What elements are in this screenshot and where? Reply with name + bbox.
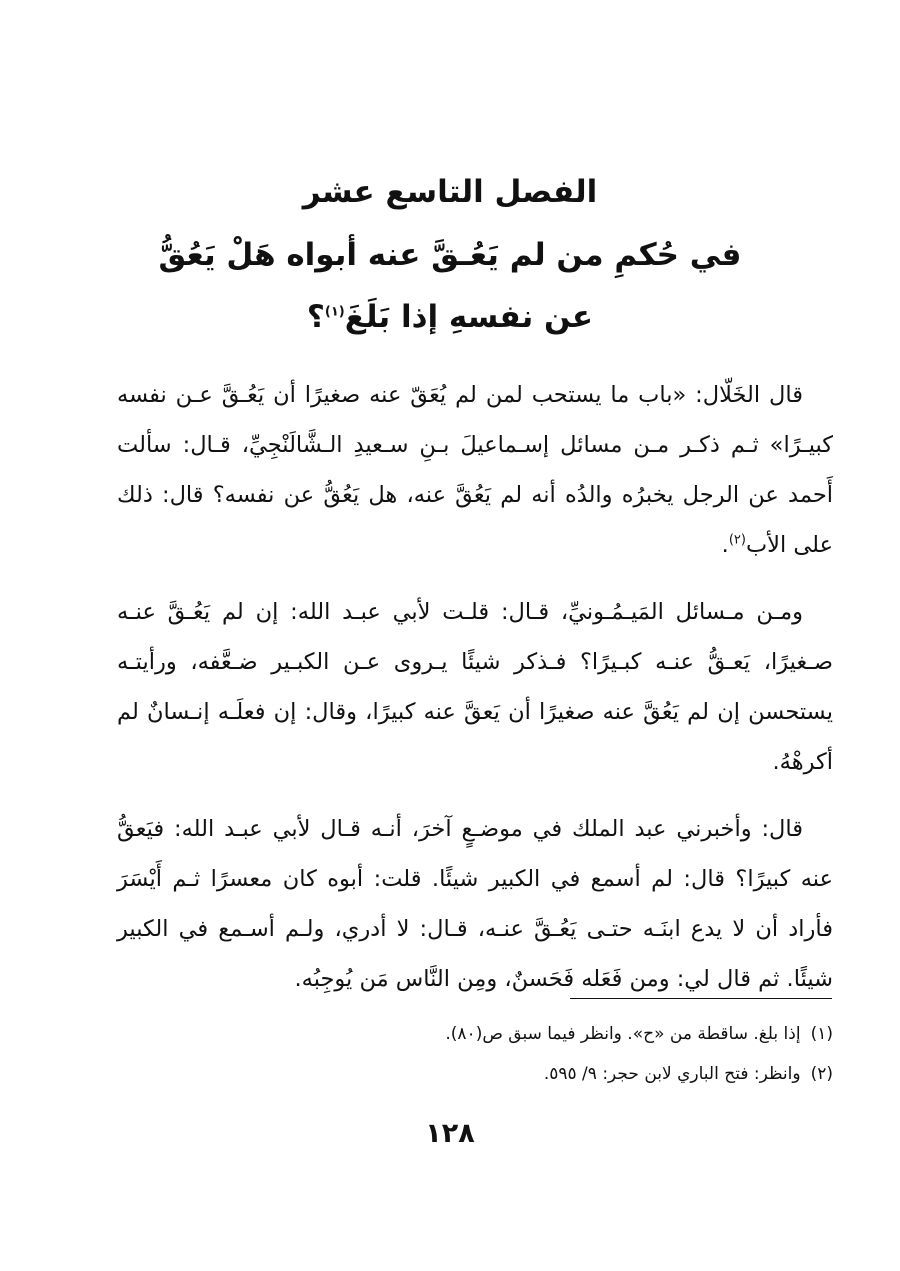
footnote-item xyxy=(117,1054,833,1094)
page-number: ١٢٨ xyxy=(425,1118,475,1149)
paragraph xyxy=(117,587,833,787)
footnote-marker: (٢) xyxy=(810,1064,833,1084)
footnote-item xyxy=(117,1014,833,1054)
chapter-subtitle-text: عن نفسهِ إذا بَلَغَ xyxy=(344,299,594,335)
chapter-title: الفصل التاسع عشر xyxy=(302,174,598,210)
paragraph xyxy=(117,804,833,1004)
footnote-marker: (١) xyxy=(810,1024,833,1044)
footnote-ref[interactable]: (١) xyxy=(324,304,345,320)
paragraph-end: . xyxy=(721,532,729,558)
footnote-ref[interactable]: (٢) xyxy=(728,532,746,548)
paragraph-text: قال: وأخبرني عبد الملك في موضـعٍ آخرَ، أنـه قـال لأبي عبـد الله: فيَعقُّ عنه كبيرًا؟ قال: لم أسمع في الكبير شيئًا. قلت: أبوه كان معسرًا ثـم أَيْسَرَ فأراد أن لا يدع ابنَـه حتـى يَعُـقَّ عنـه، قـال: لا أدري، ولـم أسـمع في الكبير شيئًا. ثم قال لي: ومن فَعَله فَحَسنٌ، ومِن النَّاس مَن يُوجِبُه. xyxy=(117,816,833,992)
footnote-text: وانظر: فتح الباري لابن حجر: ٩/ ٥٩٥. xyxy=(543,1064,801,1084)
footnote-divider xyxy=(570,998,832,999)
paragraph xyxy=(117,370,833,570)
chapter-subtitle-line-2 xyxy=(100,286,800,348)
chapter-heading xyxy=(100,160,800,348)
question-mark: ؟ xyxy=(306,299,325,335)
footnote-text: إذا بلغ. ساقطة من «ح». وانظر فيما سبق ص(٨٠). xyxy=(445,1024,801,1044)
footnotes xyxy=(117,1014,833,1094)
paragraph-text: ومـن مـسائل المَيـمُـونيِّ، قـال: قلـت لأبي عبـد الله: إن لم يَعُـقَّ عنـه صـغيرًا، يَعـقُّ عنـه كبـيرًا؟ فـذكر شيئًا يـروى عـن الكبـير ضـعَّفه، ورأيتـه يستحسن إن لم يَعُقَّ عنه صغيرًا أن يَعقَّ عنه كبيرًا، وقال: إن فعلَـه إنـسانٌ لم أكرهْهُ. xyxy=(117,599,833,775)
body-text xyxy=(117,370,833,1021)
paragraph-text: قال الخَلّال: «باب ما يستحب لمن لم يُعَقّ عنه صغيرًا أن يَعُـقَّ عـن نفسه كبيـرًا» ثـم ذكـر مـن مسائل إسـماعيلَ بـنِ سـعيدِ الـشَّالَنْجِيِّ، قـال: سألت أَحمد عن الرجل يخبرُه والدُه أنه لم يَعُقَّ عنه، هل يَعُقُّ عن نفسه؟ قال: ذلك على الأب xyxy=(117,382,833,558)
chapter-subtitle-line-1: في حُكمِ من لم يَعُـقَّ عنه أبواه هَلْ يَعُقُّ xyxy=(158,237,742,273)
